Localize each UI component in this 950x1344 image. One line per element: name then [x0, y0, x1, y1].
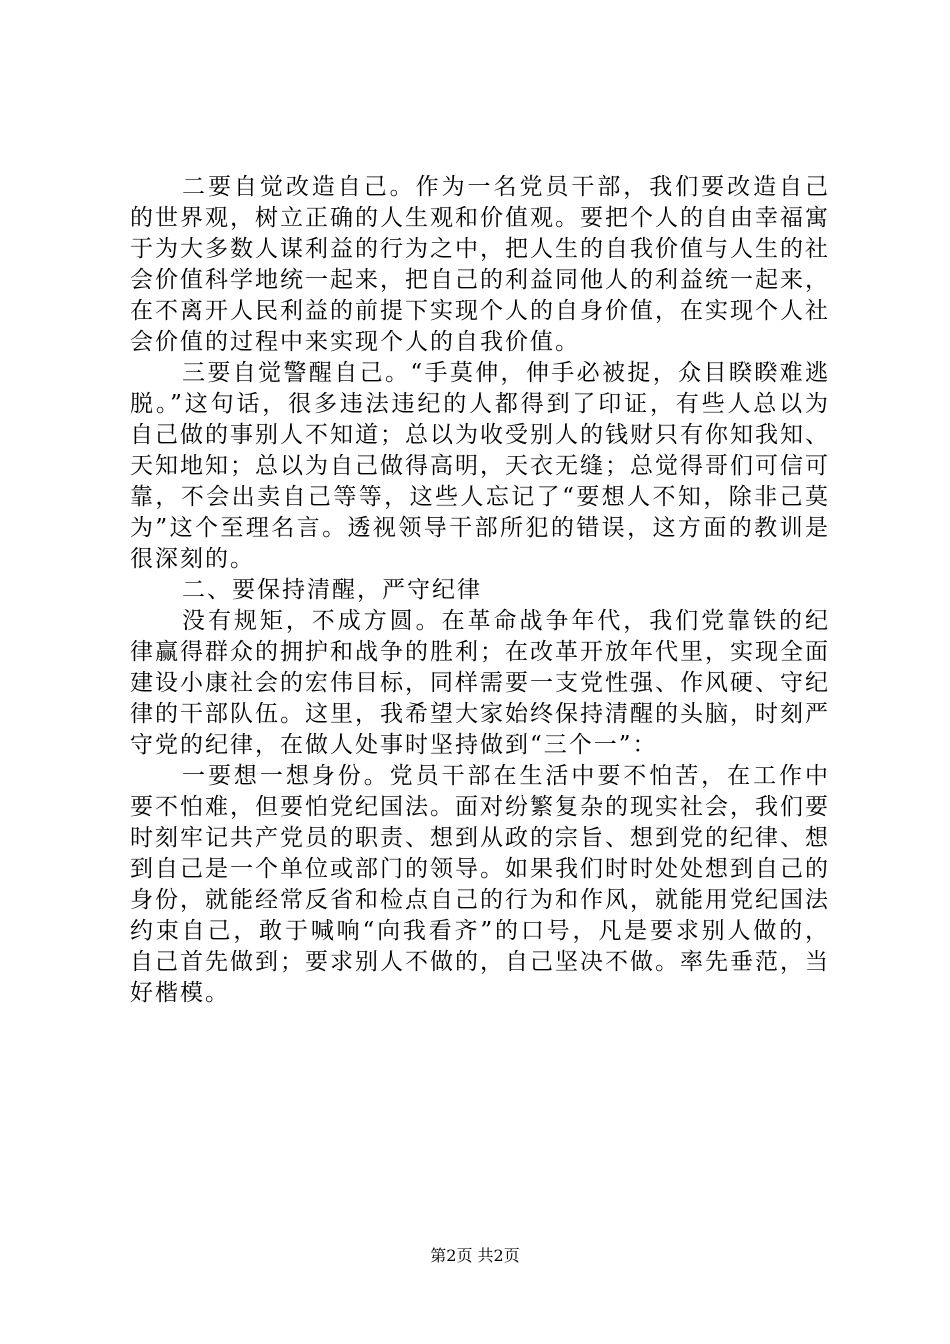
paragraph-self-alert: 三要自觉警醒自己。“手莫伸，伸手必被捉，众目睽睽难逃脱。”这句话，很多违法违纪的人都得到了印证，有些人总以为自己做的事别人不知道；总以为收受别人的钱财只有你知我知、天知地知；总以为自己做得高明，天衣无缝；总觉得哥们可信可靠，不会出卖自己等等，这些人忘记了“要想人不知，除非己莫为”这个至理名言。透视领导干部所犯的错误，这方面的教训是很深刻的。: [130, 360, 830, 572]
page-number-footer: 第2页 共2页: [430, 1246, 520, 1265]
paragraph-identity: 一要想一想身份。党员干部在生活中要不怕苦，在工作中要不怕难，但要怕党纪国法。面对纷繁复杂的现实社会，我们要时刻牢记共产党员的职责、想到从政的宗旨、想到党的纪律、想到自己是一个单位或部门的领导。如果我们时时处处想到自己的身份，就能经常反省和检点自己的行为和作风，就能用党纪国法约束自己，敢于喊响“向我看齐”的口号，凡是要求别人做的，自己首先做到；要求别人不做的，自己坚决不做。率先垂范，当好楷模。: [130, 763, 830, 1006]
paragraph-self-reform: 二要自觉改造自己。作为一名党员干部，我们要改造自己的世界观，树立正确的人生观和价值观。要把个人的自由幸福寓于为大多数人谋利益的行为之中，把人生的自我价值与人生的社会价值科学地统一起来，把自己的利益同他人的利益统一起来，在不离开人民利益的前提下实现个人的自身价值，在实现个人社会价值的过程中来实现个人的自我价值。: [130, 174, 830, 355]
document-body: [130, 172, 830, 1009]
paragraph-discipline-intro: 没有规矩，不成方圆。在革命战争年代，我们党靠铁的纪律赢得群众的拥护和战争的胜利；在改革开放年代里，实现全面建设小康社会的宏伟目标，同样需要一支党性强、作风硬、守纪律的干部队伍。这里，我希望大家始终保持清醒的头脑，时刻严守党的纪律，在做人处事时坚持做到“三个一”：: [130, 608, 830, 758]
section-heading-discipline: 二、要保持清醒，严守纪律: [182, 577, 482, 603]
